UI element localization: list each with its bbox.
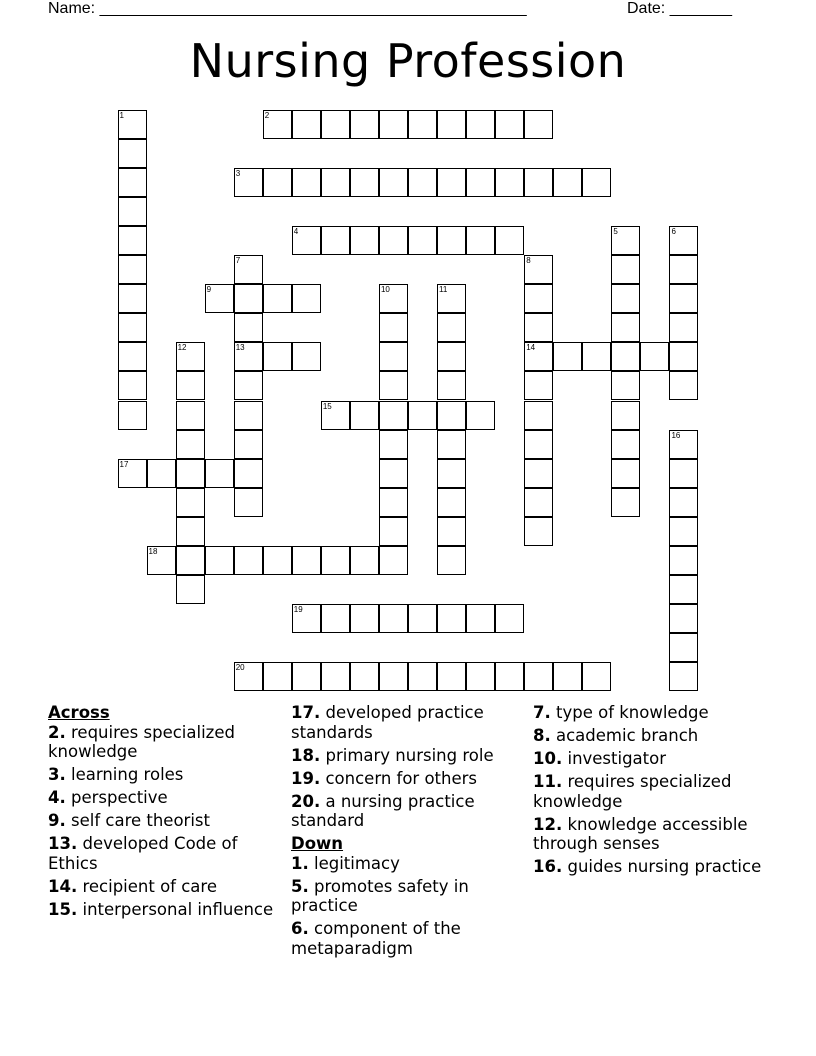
crossword-cell[interactable] bbox=[118, 401, 147, 430]
clue-item-text: self care theorist bbox=[65, 811, 210, 830]
crossword-cell[interactable] bbox=[379, 459, 408, 488]
crossword-cell[interactable] bbox=[437, 430, 466, 459]
crossword-cell[interactable] bbox=[437, 168, 466, 197]
crossword-cell[interactable] bbox=[379, 226, 408, 255]
clue-item-text: primary nursing role bbox=[320, 745, 494, 765]
crossword-cell[interactable] bbox=[379, 110, 408, 139]
crossword-cell[interactable] bbox=[350, 604, 379, 633]
clue-item bbox=[533, 749, 773, 769]
crossword-cell[interactable] bbox=[205, 546, 234, 575]
crossword-cell[interactable] bbox=[176, 430, 205, 459]
clue-number: 2 bbox=[264, 111, 270, 120]
clue-column-1 bbox=[48, 703, 288, 923]
clue-item-text: interpersonal influence bbox=[77, 899, 274, 919]
crossword-cell[interactable] bbox=[524, 110, 553, 139]
crossword-cell[interactable] bbox=[118, 110, 147, 139]
crossword-cell[interactable] bbox=[669, 662, 698, 691]
clue-item-text: recipient of care bbox=[77, 876, 217, 896]
crossword-cell[interactable] bbox=[292, 604, 321, 633]
crossword-cell[interactable] bbox=[350, 546, 379, 575]
crossword-cell[interactable] bbox=[611, 226, 640, 255]
crossword-cell[interactable] bbox=[292, 226, 321, 255]
crossword-cell[interactable] bbox=[176, 575, 205, 604]
clue-item bbox=[533, 703, 773, 723]
crossword-cell[interactable] bbox=[350, 110, 379, 139]
clue-item-number: 19. bbox=[291, 768, 321, 788]
clue-item bbox=[291, 919, 531, 958]
clue-item-text: guides nursing practice bbox=[562, 857, 762, 876]
crossword-cell[interactable] bbox=[582, 168, 611, 197]
crossword-cell[interactable] bbox=[321, 401, 350, 430]
crossword-cell[interactable] bbox=[350, 168, 379, 197]
crossword-cell[interactable] bbox=[524, 401, 553, 430]
crossword-cell[interactable] bbox=[524, 517, 553, 546]
crossword-cell[interactable] bbox=[669, 226, 698, 255]
clue-number: 5 bbox=[613, 227, 618, 237]
crossword-cell[interactable] bbox=[524, 459, 553, 488]
clue-item-text: legitimacy bbox=[308, 853, 400, 873]
clue-item-text: learning roles bbox=[65, 765, 184, 784]
clue-number: 6 bbox=[671, 227, 676, 237]
clue-item-number: 11. bbox=[533, 772, 563, 791]
clue-item-number: 18. bbox=[291, 745, 321, 765]
crossword-cell[interactable] bbox=[263, 284, 292, 313]
clue-item-number: 8. bbox=[533, 726, 551, 745]
crossword-cell[interactable] bbox=[611, 371, 640, 400]
crossword-cell[interactable] bbox=[263, 662, 292, 691]
crossword-cell[interactable] bbox=[524, 662, 553, 691]
clue-number: 20 bbox=[235, 662, 245, 672]
crossword-cell[interactable] bbox=[292, 110, 321, 139]
clue-item bbox=[48, 765, 288, 785]
clue-item bbox=[48, 788, 288, 808]
crossword-cell[interactable] bbox=[147, 546, 176, 575]
crossword-cell[interactable] bbox=[321, 168, 350, 197]
crossword-cell[interactable] bbox=[437, 226, 466, 255]
clue-column-3 bbox=[533, 703, 773, 880]
clue-item-text: concern for others bbox=[320, 768, 478, 788]
crossword-cell[interactable] bbox=[263, 110, 292, 139]
crossword-cell[interactable] bbox=[176, 342, 205, 371]
crossword-cell[interactable] bbox=[524, 168, 553, 197]
clue-item bbox=[533, 815, 773, 854]
crossword-cell[interactable] bbox=[466, 110, 495, 139]
crossword-cell[interactable] bbox=[669, 517, 698, 546]
clue-item-number: 3. bbox=[48, 765, 66, 784]
crossword-cell[interactable] bbox=[321, 110, 350, 139]
crossword-cell[interactable] bbox=[669, 488, 698, 517]
crossword-cell[interactable] bbox=[669, 313, 698, 342]
crossword-cell[interactable] bbox=[350, 662, 379, 691]
crossword-cell[interactable] bbox=[611, 459, 640, 488]
clue-item bbox=[291, 854, 531, 874]
crossword-cell[interactable] bbox=[321, 226, 350, 255]
crossword-cell[interactable] bbox=[118, 371, 147, 400]
clue-number: 3 bbox=[235, 169, 241, 179]
crossword-cell[interactable] bbox=[495, 604, 524, 633]
clue-number: 15 bbox=[322, 401, 332, 411]
crossword-cell[interactable] bbox=[118, 313, 147, 342]
clue-item-number: 9. bbox=[48, 811, 66, 830]
crossword-cell[interactable] bbox=[466, 662, 495, 691]
clue-number: 17 bbox=[119, 459, 129, 469]
crossword-cell[interactable] bbox=[379, 284, 408, 313]
crossword-cell[interactable] bbox=[524, 488, 553, 517]
crossword-cell[interactable] bbox=[524, 430, 553, 459]
clue-item-text: promotes safety in practice bbox=[291, 876, 469, 915]
clue-item-number: 1. bbox=[291, 853, 309, 873]
crossword-cell[interactable] bbox=[611, 255, 640, 284]
crossword-cell[interactable] bbox=[205, 459, 234, 488]
crossword-cell[interactable] bbox=[495, 662, 524, 691]
clue-item-number: 13. bbox=[48, 834, 78, 853]
crossword-cell[interactable] bbox=[379, 430, 408, 459]
crossword-cell[interactable] bbox=[524, 371, 553, 400]
crossword-cell[interactable] bbox=[234, 662, 263, 691]
crossword-cell[interactable] bbox=[234, 459, 263, 488]
crossword-cell[interactable] bbox=[553, 342, 582, 371]
crossword-cell[interactable] bbox=[379, 546, 408, 575]
clue-item bbox=[48, 723, 288, 762]
crossword-cell[interactable] bbox=[524, 284, 553, 313]
crossword-cell[interactable] bbox=[669, 459, 698, 488]
crossword-cell[interactable] bbox=[466, 168, 495, 197]
crossword-cell[interactable] bbox=[408, 168, 437, 197]
crossword-cell[interactable] bbox=[553, 168, 582, 197]
crossword-cell[interactable] bbox=[669, 430, 698, 459]
clue-item-number: 16. bbox=[533, 857, 563, 876]
crossword-cell[interactable] bbox=[437, 371, 466, 400]
crossword-cell[interactable] bbox=[176, 459, 205, 488]
crossword-cell[interactable] bbox=[437, 110, 466, 139]
crossword-cell[interactable] bbox=[379, 401, 408, 430]
crossword-cell[interactable] bbox=[611, 284, 640, 313]
crossword-cell[interactable] bbox=[495, 168, 524, 197]
crossword-cell[interactable] bbox=[234, 284, 263, 313]
crossword-cell[interactable] bbox=[118, 139, 147, 168]
clue-item bbox=[291, 792, 531, 831]
crossword-cell[interactable] bbox=[524, 342, 553, 371]
clue-item-text: a nursing practice standard bbox=[291, 791, 475, 830]
clue-item bbox=[48, 900, 288, 920]
clue-item-text: investigator bbox=[562, 749, 667, 768]
crossword-cell[interactable] bbox=[437, 284, 466, 313]
crossword-cell[interactable] bbox=[321, 604, 350, 633]
clue-item-number: 20. bbox=[291, 791, 321, 811]
crossword-cell[interactable] bbox=[321, 662, 350, 691]
crossword-cell[interactable] bbox=[205, 284, 234, 313]
crossword-cell[interactable] bbox=[234, 168, 263, 197]
crossword-cell[interactable] bbox=[292, 662, 321, 691]
crossword-cell[interactable] bbox=[234, 342, 263, 371]
crossword-cell[interactable] bbox=[466, 401, 495, 430]
crossword-cell[interactable] bbox=[176, 546, 205, 575]
crossword-cell[interactable] bbox=[234, 488, 263, 517]
clue-number: 14 bbox=[526, 343, 536, 353]
crossword-cell[interactable] bbox=[234, 313, 263, 342]
clue-item-text: requires specialized knowledge bbox=[533, 772, 732, 811]
crossword-cell[interactable] bbox=[263, 168, 292, 197]
clue-number: 11 bbox=[439, 285, 448, 295]
clue-item bbox=[291, 877, 531, 916]
clue-number: 4 bbox=[293, 227, 299, 237]
crossword-cell[interactable] bbox=[118, 226, 147, 255]
crossword-cell[interactable] bbox=[640, 342, 669, 371]
crossword-cell[interactable] bbox=[437, 401, 466, 430]
crossword-cell[interactable] bbox=[466, 604, 495, 633]
clue-number: 13 bbox=[235, 343, 245, 353]
crossword-cell[interactable] bbox=[292, 342, 321, 371]
crossword-cell[interactable] bbox=[176, 401, 205, 430]
clue-item-text: academic branch bbox=[550, 726, 699, 745]
clue-number: 1 bbox=[119, 111, 124, 120]
crossword-cell[interactable] bbox=[437, 459, 466, 488]
crossword-cell[interactable] bbox=[495, 110, 524, 139]
clue-item bbox=[291, 769, 531, 789]
clue-item-number: 6. bbox=[291, 919, 309, 938]
clue-item bbox=[48, 811, 288, 831]
crossword-cell[interactable] bbox=[379, 604, 408, 633]
crossword-cell[interactable] bbox=[669, 255, 698, 284]
crossword-cell[interactable] bbox=[350, 226, 379, 255]
clue-item-text: type of knowledge bbox=[550, 703, 709, 722]
clue-number: 8 bbox=[526, 256, 531, 266]
crossword-cell[interactable] bbox=[379, 371, 408, 400]
crossword-cell[interactable] bbox=[176, 517, 205, 546]
crossword-cell[interactable] bbox=[379, 342, 408, 371]
clue-item-number: 15. bbox=[48, 899, 78, 919]
crossword-cell[interactable] bbox=[118, 342, 147, 371]
clue-item bbox=[533, 726, 773, 746]
clue-item-number: 17. bbox=[291, 703, 321, 722]
crossword-cell[interactable] bbox=[263, 546, 292, 575]
crossword-cell[interactable] bbox=[292, 284, 321, 313]
crossword-cell[interactable] bbox=[669, 546, 698, 575]
crossword-cell[interactable] bbox=[669, 575, 698, 604]
clue-item-text: perspective bbox=[65, 788, 168, 807]
crossword-cell[interactable] bbox=[408, 662, 437, 691]
crossword-cell[interactable] bbox=[118, 459, 147, 488]
crossword-cell[interactable] bbox=[669, 371, 698, 400]
clue-number: 16 bbox=[671, 430, 681, 440]
clue-number: 19 bbox=[293, 604, 303, 614]
crossword-cell[interactable] bbox=[611, 401, 640, 430]
clue-item bbox=[533, 772, 773, 811]
clue-number: 12 bbox=[177, 343, 187, 353]
clue-item bbox=[48, 834, 288, 873]
crossword-cell[interactable] bbox=[524, 255, 553, 284]
crossword-cell[interactable] bbox=[524, 313, 553, 342]
clue-number: 9 bbox=[206, 285, 212, 295]
crossword-cell[interactable] bbox=[408, 226, 437, 255]
clue-item-text: developed Code of Ethics bbox=[48, 834, 238, 873]
crossword-cell[interactable] bbox=[437, 604, 466, 633]
clue-item bbox=[533, 857, 773, 877]
page-title: Nursing Profession bbox=[189, 34, 627, 88]
crossword-cell[interactable] bbox=[669, 633, 698, 662]
clue-number: 18 bbox=[148, 546, 158, 556]
across-heading: Across bbox=[48, 703, 110, 722]
clue-number: 7 bbox=[235, 256, 241, 266]
crossword-cell[interactable] bbox=[437, 517, 466, 546]
crossword-cell[interactable] bbox=[582, 662, 611, 691]
clue-item bbox=[291, 746, 531, 766]
crossword-cell[interactable] bbox=[321, 546, 350, 575]
clue-item-number: 14. bbox=[48, 876, 78, 896]
crossword-cell[interactable] bbox=[118, 168, 147, 197]
clue-item-text: knowledge accessible through senses bbox=[533, 814, 748, 853]
crossword-cell[interactable] bbox=[408, 604, 437, 633]
crossword-cell[interactable] bbox=[408, 110, 437, 139]
crossword-cell[interactable] bbox=[495, 226, 524, 255]
clue-item-number: 2. bbox=[48, 722, 66, 742]
crossword-cell[interactable] bbox=[292, 168, 321, 197]
crossword-cell[interactable] bbox=[234, 430, 263, 459]
clue-item bbox=[291, 703, 531, 742]
clue-item-number: 5. bbox=[291, 876, 309, 896]
crossword-cell[interactable] bbox=[611, 313, 640, 342]
crossword-cell[interactable] bbox=[379, 313, 408, 342]
crossword-cell[interactable] bbox=[669, 342, 698, 371]
crossword-cell[interactable] bbox=[669, 604, 698, 633]
crossword-cell[interactable] bbox=[669, 284, 698, 313]
crossword-cell[interactable] bbox=[611, 342, 640, 371]
clue-number: 10 bbox=[380, 285, 390, 295]
clue-item-number: 7. bbox=[533, 703, 551, 722]
clue-item-text: requires specialized knowledge bbox=[48, 722, 235, 761]
crossword-cell[interactable] bbox=[611, 430, 640, 459]
crossword-cell[interactable] bbox=[582, 342, 611, 371]
crossword-cell[interactable] bbox=[176, 488, 205, 517]
crossword-cell[interactable] bbox=[176, 371, 205, 400]
crossword-cell[interactable] bbox=[234, 546, 263, 575]
crossword-cell[interactable] bbox=[118, 255, 147, 284]
crossword-cell[interactable] bbox=[292, 546, 321, 575]
crossword-cell[interactable] bbox=[408, 401, 437, 430]
crossword-cell[interactable] bbox=[437, 313, 466, 342]
crossword-cell[interactable] bbox=[234, 255, 263, 284]
crossword-cell[interactable] bbox=[437, 488, 466, 517]
crossword-cell[interactable] bbox=[379, 662, 408, 691]
clue-item-number: 4. bbox=[48, 788, 66, 807]
date-field-label: Date: _______ bbox=[627, 0, 732, 17]
clue-column-2 bbox=[291, 703, 531, 962]
crossword-cell[interactable] bbox=[234, 401, 263, 430]
crossword-cell[interactable] bbox=[379, 168, 408, 197]
crossword-cell[interactable] bbox=[553, 662, 582, 691]
crossword-cell[interactable] bbox=[437, 546, 466, 575]
clue-item bbox=[48, 877, 288, 897]
crossword-cell[interactable] bbox=[437, 342, 466, 371]
clue-item-text: developed practice standards bbox=[291, 703, 484, 742]
crossword-cell[interactable] bbox=[147, 459, 176, 488]
clue-item-number: 12. bbox=[533, 814, 563, 834]
clue-item-number: 10. bbox=[533, 749, 563, 768]
crossword-cell[interactable] bbox=[118, 197, 147, 226]
crossword-cell[interactable] bbox=[611, 488, 640, 517]
crossword-cell[interactable] bbox=[437, 662, 466, 691]
name-field-label: Name: ________________________________________________ bbox=[48, 0, 527, 17]
crossword-cell[interactable] bbox=[263, 342, 292, 371]
clue-item-text: component of the metaparadigm bbox=[291, 919, 461, 958]
crossword-cell[interactable] bbox=[466, 226, 495, 255]
crossword-cell[interactable] bbox=[379, 517, 408, 546]
down-heading: Down bbox=[291, 834, 344, 853]
crossword-cell[interactable] bbox=[118, 284, 147, 313]
crossword-cell[interactable] bbox=[379, 488, 408, 517]
crossword-cell[interactable] bbox=[350, 401, 379, 430]
crossword-cell[interactable] bbox=[234, 371, 263, 400]
